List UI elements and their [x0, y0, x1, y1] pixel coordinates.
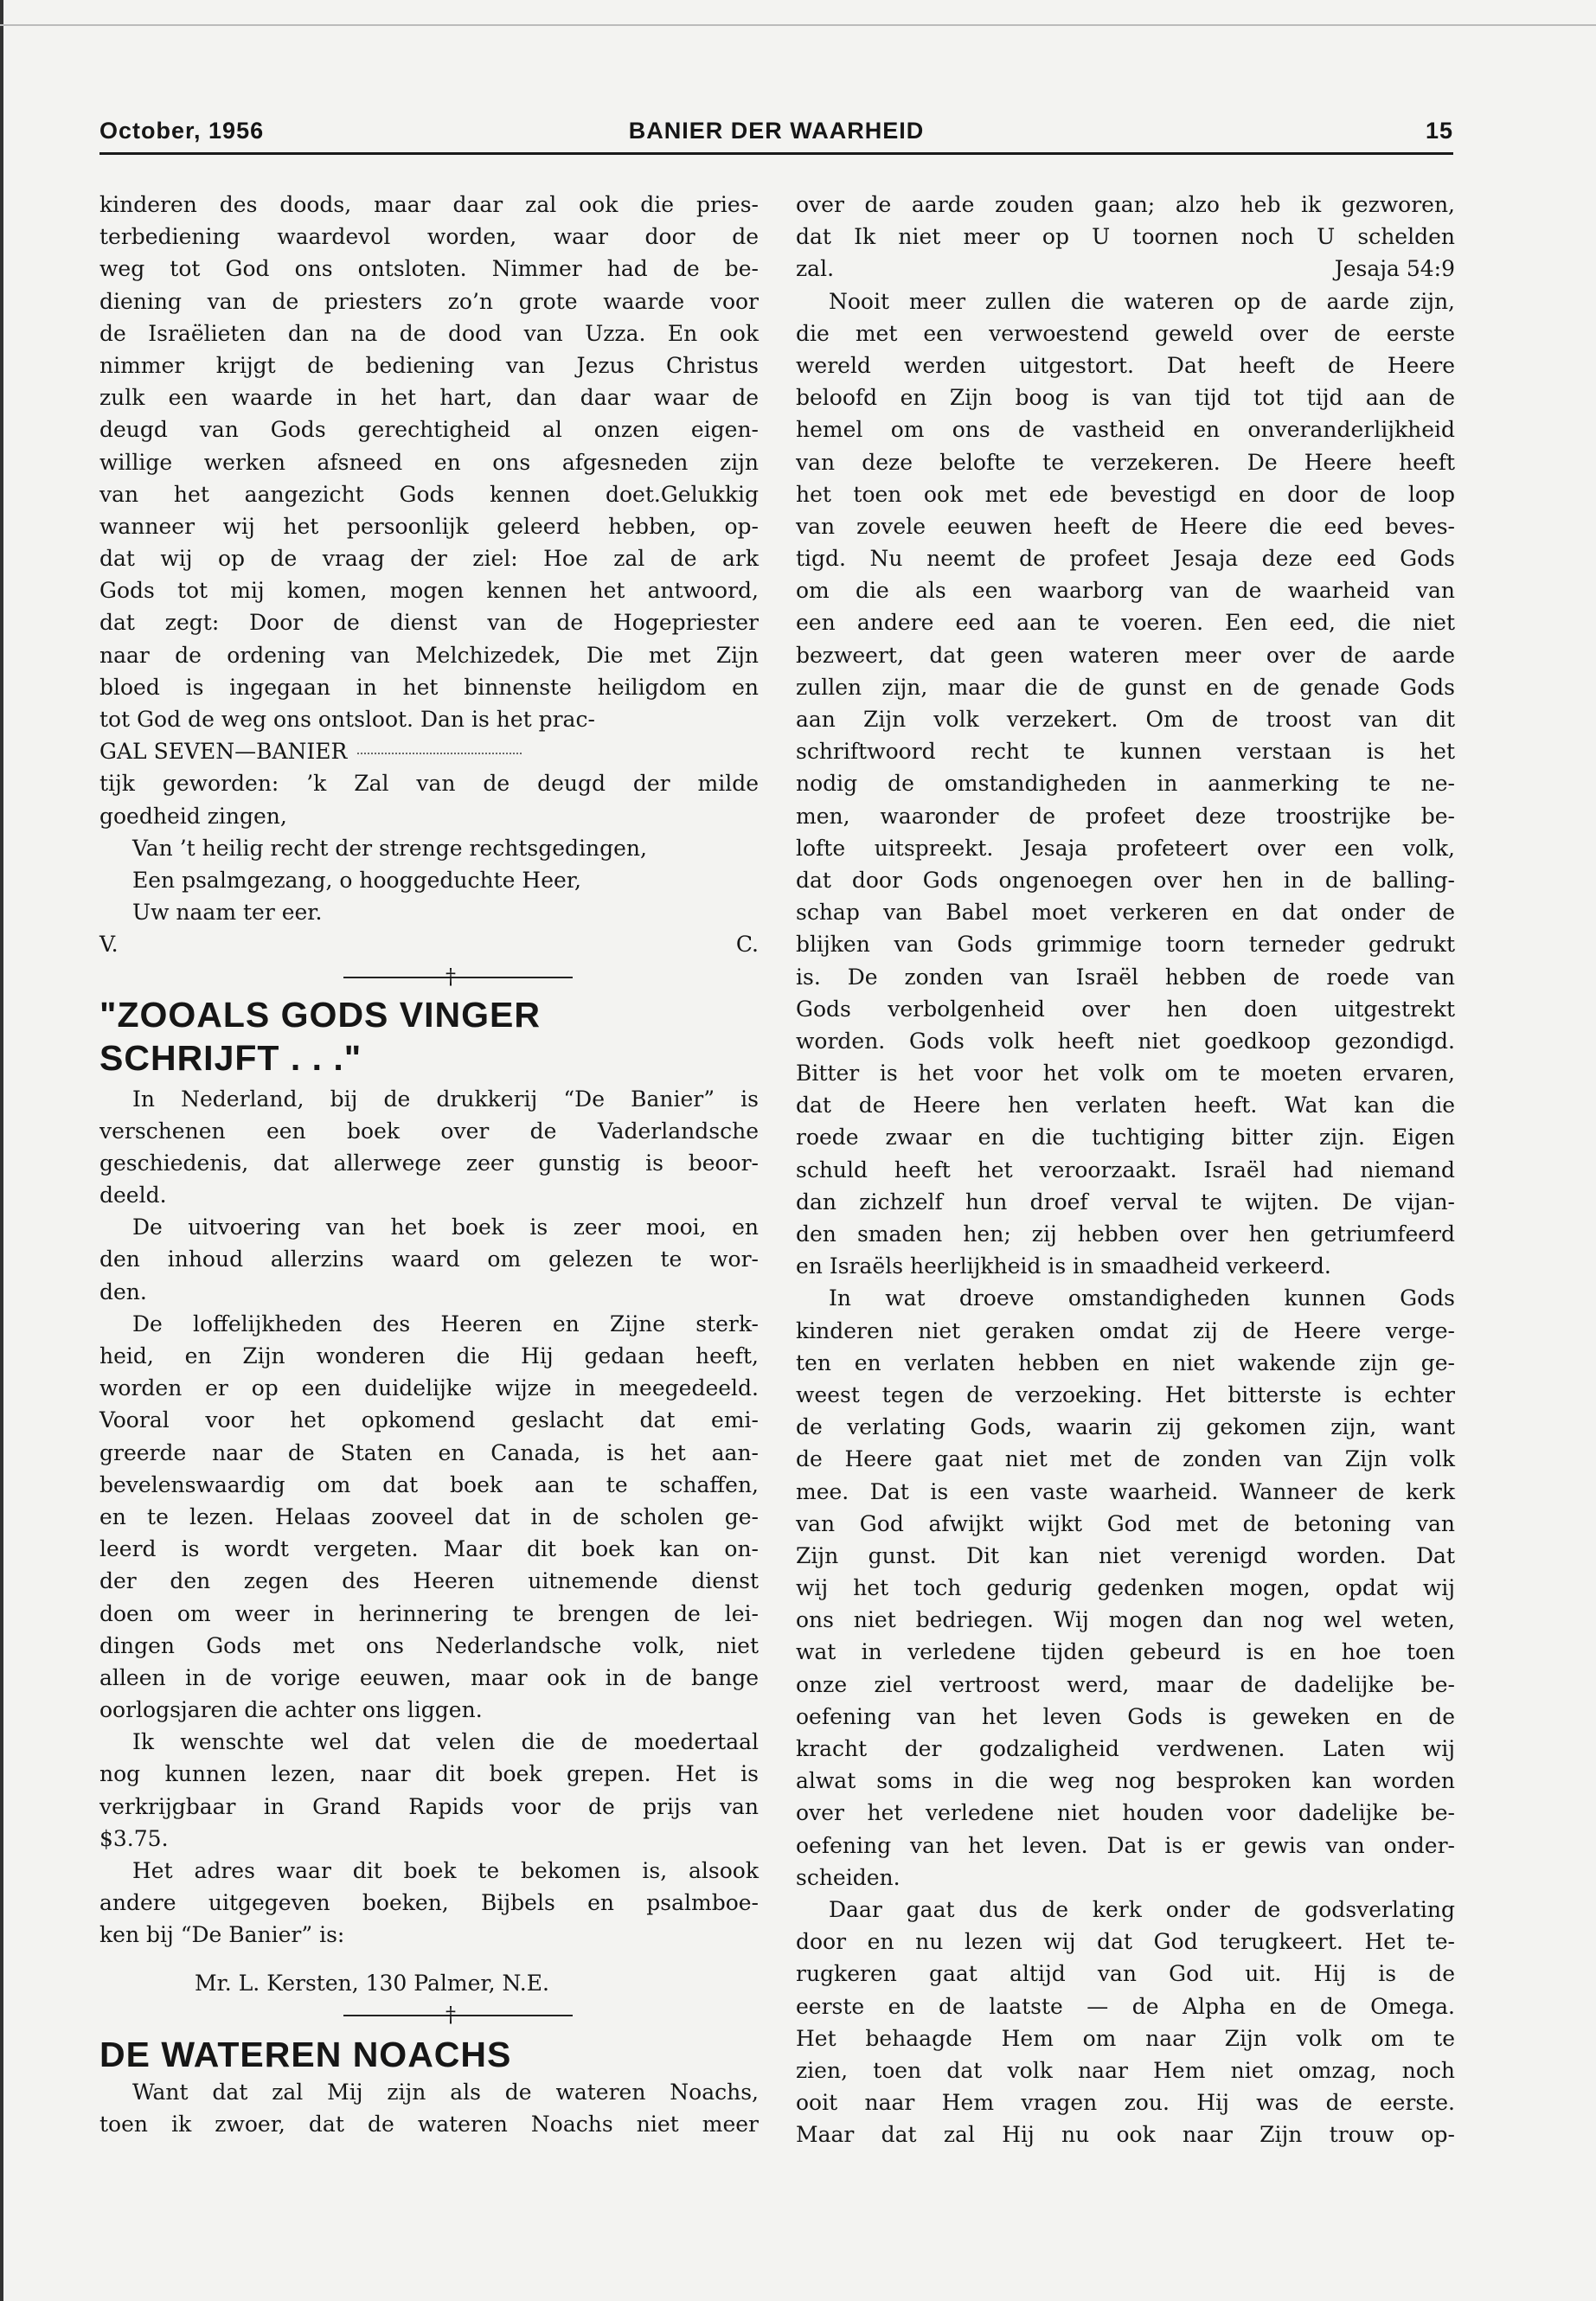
- text-line: eerste en de laatste — de Alpha en de Omega.: [796, 1993, 1455, 2019]
- dagger-icon: †: [445, 964, 456, 989]
- misprint-text: GAL SEVEN—BANIER: [99, 739, 348, 765]
- text-line: verkrijgbaar in Grand Rapids voor de prijs van: [99, 1793, 759, 1819]
- text-line: een andere eed aan te voeren. Een eed, die niet: [796, 610, 1455, 636]
- signature-line: [99, 928, 759, 960]
- verse-line: Van ’t heilig recht der strenge rechtsgedingen,: [132, 835, 647, 861]
- verse-line: Uw naam ter eer.: [132, 900, 323, 926]
- article-heading: [99, 2033, 759, 2076]
- text-line: men, waaronder de profeet deze troostrijke be-: [796, 803, 1455, 829]
- text-line: aan Zijn volk verzekert. Om de troost van dit: [796, 707, 1455, 732]
- text-line: wanneer wij het persoonlijk geleerd hebben, op-: [99, 513, 759, 539]
- text-line: deugd van Gods gerechtigheid al onzen eigen-: [99, 417, 759, 443]
- text-line: Het behaagde Hem om naar Zijn volk om te: [796, 2025, 1455, 2051]
- heading-line: DE WATEREN NOACHS: [99, 2034, 512, 2074]
- article-heading: [99, 993, 759, 1080]
- text-line: leerd is wordt vergeten. Maar dit boek kan on-: [99, 1536, 759, 1562]
- text-line: kinderen niet geraken omdat zij de Heere verge-: [796, 1317, 1455, 1343]
- verse-quote: [99, 832, 759, 929]
- text-line: dat Ik niet meer op U toornen noch U schelden: [796, 224, 1455, 250]
- text-line: tigd. Nu neemt de profeet Jesaja deze eed Gods: [796, 546, 1455, 572]
- text-line: en te lezen. Helaas zooveel dat in de scholen ge-: [99, 1503, 759, 1529]
- text-line: rugkeren gaat altijd van God uit. Hij is de: [796, 1961, 1455, 1987]
- running-header: [99, 118, 1453, 152]
- text-line: door en nu lezen wij dat God terugkeert. Het te-: [796, 1929, 1455, 1955]
- text-line: over het verledene niet houden voor dadelijke be-: [796, 1800, 1455, 1826]
- text-line: den smaden hen; zij hebben over hen getriumfeerd: [796, 1221, 1455, 1247]
- paragraph: [99, 1855, 759, 1952]
- text-line: Nooit meer zullen die wateren op de aarde zijn,: [829, 288, 1455, 314]
- text-line: greerde naar de Staten en Canada, is het aan-: [99, 1439, 759, 1465]
- text-line: nodig de omstandigheden in aanmerking te ne-: [796, 771, 1455, 797]
- paragraph: [796, 1282, 1455, 1894]
- text-line: ten en verlaten hebben en niet wakende zijn ge-: [796, 1349, 1455, 1375]
- text-line: lofte uitspreekt. Jesaja profeteert over een volk,: [796, 835, 1455, 861]
- left-text: zal.: [796, 256, 835, 282]
- text-line: oorlogsjaren die achter ons liggen.: [99, 1697, 483, 1723]
- text-line: schap van Babel moet verkeren en dat onder de: [796, 900, 1455, 926]
- text-line: schuld heeft het veroorzaakt. Israël had niemand: [796, 1157, 1455, 1183]
- right-column: [796, 189, 1455, 2150]
- text-line: heid, en Zijn wonderen die Hij gedaan heeft,: [99, 1343, 759, 1368]
- scan-border: [0, 0, 3, 2301]
- text-line: der den zegen des Heeren uitnemende dienst: [99, 1568, 759, 1594]
- text-line: ken bij “De Banier” is:: [99, 1922, 345, 1948]
- text-line: en Israëls heerlijkheid is in smaadheid verkeerd.: [796, 1253, 1331, 1279]
- paragraph: [99, 2076, 759, 2140]
- paragraph: [796, 285, 1455, 1283]
- text-line: over de aarde zouden gaan; alzo heb ik gezworen,: [796, 192, 1455, 217]
- text-line: onze ziel vertroost werd, maar de dadelijke be-: [796, 1671, 1455, 1697]
- paragraph: [796, 1894, 1455, 2151]
- text-line: weest tegen de verzoeking. Het bitterste is echter: [796, 1381, 1455, 1407]
- text-line: mee. Dat is een vaste waarheid. Wanneer de kerk: [796, 1478, 1455, 1504]
- text-line: zien, toen dat volk naar Hem niet omzag, noch: [796, 2057, 1455, 2083]
- left-column: [99, 189, 759, 2140]
- text-line: worden. Gods volk heeft niet goedkoop gezondigd.: [796, 1028, 1455, 1054]
- text-line: den.: [99, 1279, 147, 1304]
- heading-line: "ZOOALS GODS VINGER: [99, 994, 541, 1035]
- text-line: Gods verbolgenheid over hen doen uitgestrekt: [796, 996, 1455, 1022]
- text-line: bevelenswaardig om dat boek aan te schaffen,: [99, 1471, 759, 1497]
- paragraph: [796, 189, 1455, 253]
- dagger-separator: [99, 1999, 759, 2031]
- text-line: Daar gaat dus de kerk onder de godsverlating: [829, 1896, 1455, 1922]
- text-line: den inhoud allerzins waard om gelezen te wor-: [99, 1247, 759, 1272]
- paragraph: [99, 1726, 759, 1855]
- dagger-separator: [99, 961, 759, 993]
- text-line: de Heere gaat niet met de zonden van Zijn volk: [796, 1446, 1455, 1472]
- text-line: beloofd en Zijn boog is van tijd tot tijd aan de: [796, 385, 1455, 411]
- text-line: nog kunnen lezen, naar dit boek grepen. Het is: [99, 1761, 759, 1787]
- text-line: geschiedenis, dat allerwege zeer gunstig is beoor-: [99, 1150, 759, 1176]
- text-line: Vooral voor het opkomend geslacht dat emi-: [99, 1407, 759, 1433]
- text-line: alleen in de vorige eeuwen, maar ook in de bange: [99, 1664, 759, 1690]
- text-line: Want dat zal Mij zijn als de wateren Noachs,: [132, 2079, 759, 2105]
- text-line: In Nederland, bij de drukkerij “De Banier” is: [132, 1086, 759, 1112]
- text-line: schriftwoord recht te kunnen verstaan is het: [796, 739, 1455, 765]
- text-line: de verlating Gods, waarin zij gekomen zijn, want: [796, 1414, 1455, 1440]
- text-line: die met een verwoestend geweld over de eerste: [796, 320, 1455, 346]
- text-line: nimmer krijgt de bediening van Jezus Christus: [99, 352, 759, 378]
- text-line: zulk een waarde in het hart, dan daar waar de: [99, 385, 759, 411]
- text-line: van het aangezicht Gods kennen doet.Gelukkig: [99, 481, 759, 507]
- text-line: In wat droeve omstandigheden kunnen Gods: [829, 1285, 1455, 1311]
- signature-line: [796, 253, 1455, 285]
- page-number: 15: [1425, 118, 1453, 144]
- misprinted-line: [99, 735, 759, 767]
- text-line: tot God de weg ons ontsloot. Dan is het prac-: [99, 707, 595, 732]
- text-line: diening van de priesters zo’n grote waarde voor: [99, 288, 759, 314]
- text-line: dat door Gods ongenoegen over hen in de balling-: [796, 867, 1455, 893]
- text-line: $3.75.: [99, 1825, 169, 1851]
- heading-line: SCHRIJFT . . .": [99, 1037, 362, 1078]
- address-line: Mr. L. Kersten, 130 Palmer, N.E.: [195, 1970, 549, 1996]
- text-line: terbediening waardevol worden, waar door de: [99, 224, 759, 250]
- text-line: het toen ook met ede bevestigd en door de loop: [796, 481, 1455, 507]
- text-line: is. De zonden van Israël hebben de roede van: [796, 964, 1455, 990]
- text-line: ooit naar Hem vragen zou. Hij was de eerste.: [796, 2090, 1455, 2116]
- text-line: alwat soms in die weg nog besproken kan worden: [796, 1768, 1455, 1794]
- text-line: van God afwijkt wijkt God met de betoning van: [796, 1510, 1455, 1536]
- text-line: verschenen een boek over de Vaderlandsche: [99, 1118, 759, 1144]
- text-line: bezweert, dat geen wateren meer over de aarde: [796, 642, 1455, 668]
- text-line: wereld werden uitgestort. Dat heeft de Heere: [796, 352, 1455, 378]
- text-line: van deze belofte te verzekeren. De Heere heeft: [796, 449, 1455, 475]
- text-line: om die als een waarborg van de waarheid van: [796, 578, 1455, 604]
- text-line: deeld.: [99, 1183, 167, 1208]
- text-line: dat de Heere hen verlaten heeft. Wat kan die: [796, 1093, 1455, 1118]
- text-line: dan zichzelf hun droef verval te wijten. De vijan-: [796, 1189, 1455, 1215]
- header-rule: [99, 152, 1453, 155]
- paragraph: [99, 189, 759, 735]
- text-line: Het adres waar dit boek te bekomen is, alsook: [132, 1858, 759, 1883]
- text-line: Gods tot mij komen, mogen kennen het antwoord,: [99, 578, 759, 604]
- text-line: De loffelijkheden des Heeren en Zijne sterk-: [132, 1311, 759, 1336]
- text-line: hemel om ons de vastheid en onveranderlijkheid: [796, 417, 1455, 443]
- text-line: oefening van het leven Gods is geweken en de: [796, 1703, 1455, 1729]
- left-text: V.: [99, 932, 119, 958]
- right-text: Jesaja 54:9: [1334, 256, 1455, 282]
- text-line: bloed is ingegaan in het binnenste heiligdom en: [99, 674, 759, 700]
- text-line: Maar dat zal Hij nu ook naar Zijn trouw op-: [796, 2122, 1455, 2148]
- text-line: ons niet bedriegen. Wij mogen dan nog wel weten,: [796, 1607, 1455, 1633]
- text-line: zullen zijn, maar die de gunst en de genade Gods: [796, 674, 1455, 700]
- text-line: andere uitgegeven boeken, Bijbels en psalmboe-: [99, 1890, 759, 1916]
- text-line: blijken van Gods grimmige toorn terneder gedrukt: [796, 932, 1455, 958]
- text-line: dingen Gods met ons Nederlandsche volk, niet: [99, 1632, 759, 1658]
- text-line: van zovele eeuwen heeft de Heere die eed beves-: [796, 513, 1455, 539]
- text-line: De uitvoering van het boek is zeer mooi, en: [132, 1215, 759, 1240]
- text-line: naar de ordening van Melchizedek, Die met Zijn: [99, 642, 759, 668]
- paragraph: [99, 767, 759, 831]
- text-line: scheiden.: [796, 1864, 901, 1890]
- text-line: weg tot God ons ontsloten. Nimmer had de be-: [99, 256, 759, 282]
- text-line: kracht der godzaligheid verdwenen. Laten wij: [796, 1736, 1455, 1761]
- dotted-leader: [357, 753, 522, 754]
- publication-title: BANIER DER WAARHEID: [628, 118, 925, 144]
- text-line: goedheid zingen,: [99, 803, 287, 829]
- dagger-icon: †: [445, 2002, 456, 2027]
- text-line: dat wij op de vraag der ziel: Hoe zal de ark: [99, 546, 759, 572]
- text-line: Bitter is het voor het volk om te moeten ervaren,: [796, 1061, 1455, 1086]
- right-text: C.: [735, 932, 759, 958]
- text-line: roede zwaar en die tuchtiging bitter zijn. Eigen: [796, 1125, 1455, 1150]
- text-line: worden er op een duidelijke wijze in meegedeeld.: [99, 1375, 759, 1401]
- paragraph: [99, 1308, 759, 1726]
- text-line: dat zegt: Door de dienst van de Hogepriester: [99, 610, 759, 636]
- verse-line: Een psalmgezang, o hooggeduchte Heer,: [132, 867, 581, 893]
- text-line: doen om weer in herinnering te brengen de lei-: [99, 1600, 759, 1626]
- issue-date: October, 1956: [99, 118, 265, 144]
- text-line: wij het toch gedurig gedenken mogen, opdat wij: [796, 1575, 1455, 1601]
- text-line: Zijn gunst. Dit kan niet verenigd worden. Dat: [796, 1542, 1455, 1568]
- scan-top-edge: [0, 24, 1596, 26]
- text-line: oefening van het leven. Dat is er gewis van onder-: [796, 1832, 1455, 1858]
- text-line: toen ik zwoer, dat de wateren Noachs niet meer: [99, 2111, 759, 2137]
- paragraph: [99, 1083, 759, 1212]
- text-line: de Israëlieten dan na de dood van Uzza. En ook: [99, 320, 759, 346]
- text-line: Ik wenschte wel dat velen die de moedertaal: [132, 1729, 759, 1755]
- text-line: tijk geworden: ’k Zal van de deugd der milde: [99, 771, 759, 797]
- text-line: kinderen des doods, maar daar zal ook die pries-: [99, 192, 759, 217]
- text-line: wat in verledene tijden gebeurd is en hoe toen: [796, 1639, 1455, 1665]
- paragraph: [99, 1211, 759, 1308]
- text-line: willige werken afsneed en ons afgesneden zijn: [99, 449, 759, 475]
